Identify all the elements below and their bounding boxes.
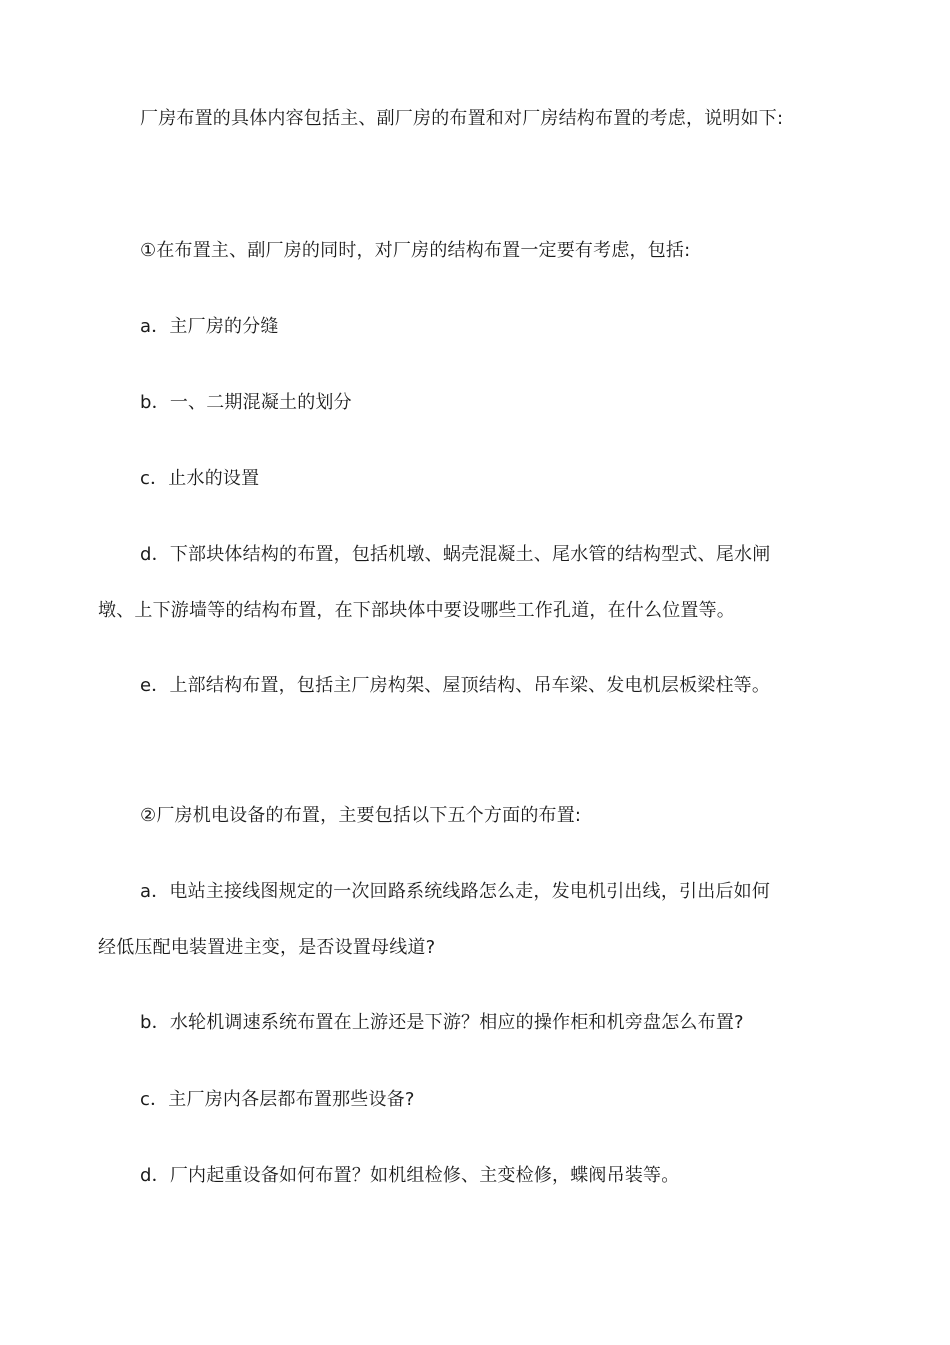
section-1-item-a: a．主厂房的分缝 xyxy=(140,316,279,337)
section-2-item-d: d．厂内起重设备如何布置？如机组检修、主变检修，蝶阀吊装等。 xyxy=(140,1165,680,1186)
section-1-item-b: b．一、二期混凝土的划分 xyxy=(140,392,352,413)
section-2-item-a: a．电站主接线图规定的一次回路系统线路怎么走，发电机引出线，引出后如何经低压配电装置进主变，是否设置母线道? xyxy=(98,881,771,958)
section-2-item-c: c．主厂房内各层都布置那些设备? xyxy=(140,1089,415,1110)
section-2-item-b: b．水轮机调速系统布置在上游还是下游？相应的操作柜和机旁盘怎么布置? xyxy=(140,1012,744,1033)
section-1-item-d: d．下部块体结构的布置，包括机墩、蜗壳混凝土、尾水管的结构型式、尾水闸墩、上下游墙等的结构布置，在下部块体中要设哪些工作孔道，在什么位置等。 xyxy=(98,544,771,621)
intro-paragraph: 厂房布置的具体内容包括主、副厂房的布置和对厂房结构布置的考虑，说明如下: xyxy=(140,108,784,129)
section-1-item-c: c．止水的设置 xyxy=(140,468,260,489)
section-2-heading: ②厂房机电设备的布置，主要包括以下五个方面的布置: xyxy=(140,805,582,826)
section-1-item-e: e．上部结构布置，包括主厂房构架、屋顶结构、吊车梁、发电机层板梁柱等。 xyxy=(140,675,771,696)
section-1-heading: ①在布置主、副厂房的同时，对厂房的结构布置一定要有考虑，包括: xyxy=(140,240,691,261)
